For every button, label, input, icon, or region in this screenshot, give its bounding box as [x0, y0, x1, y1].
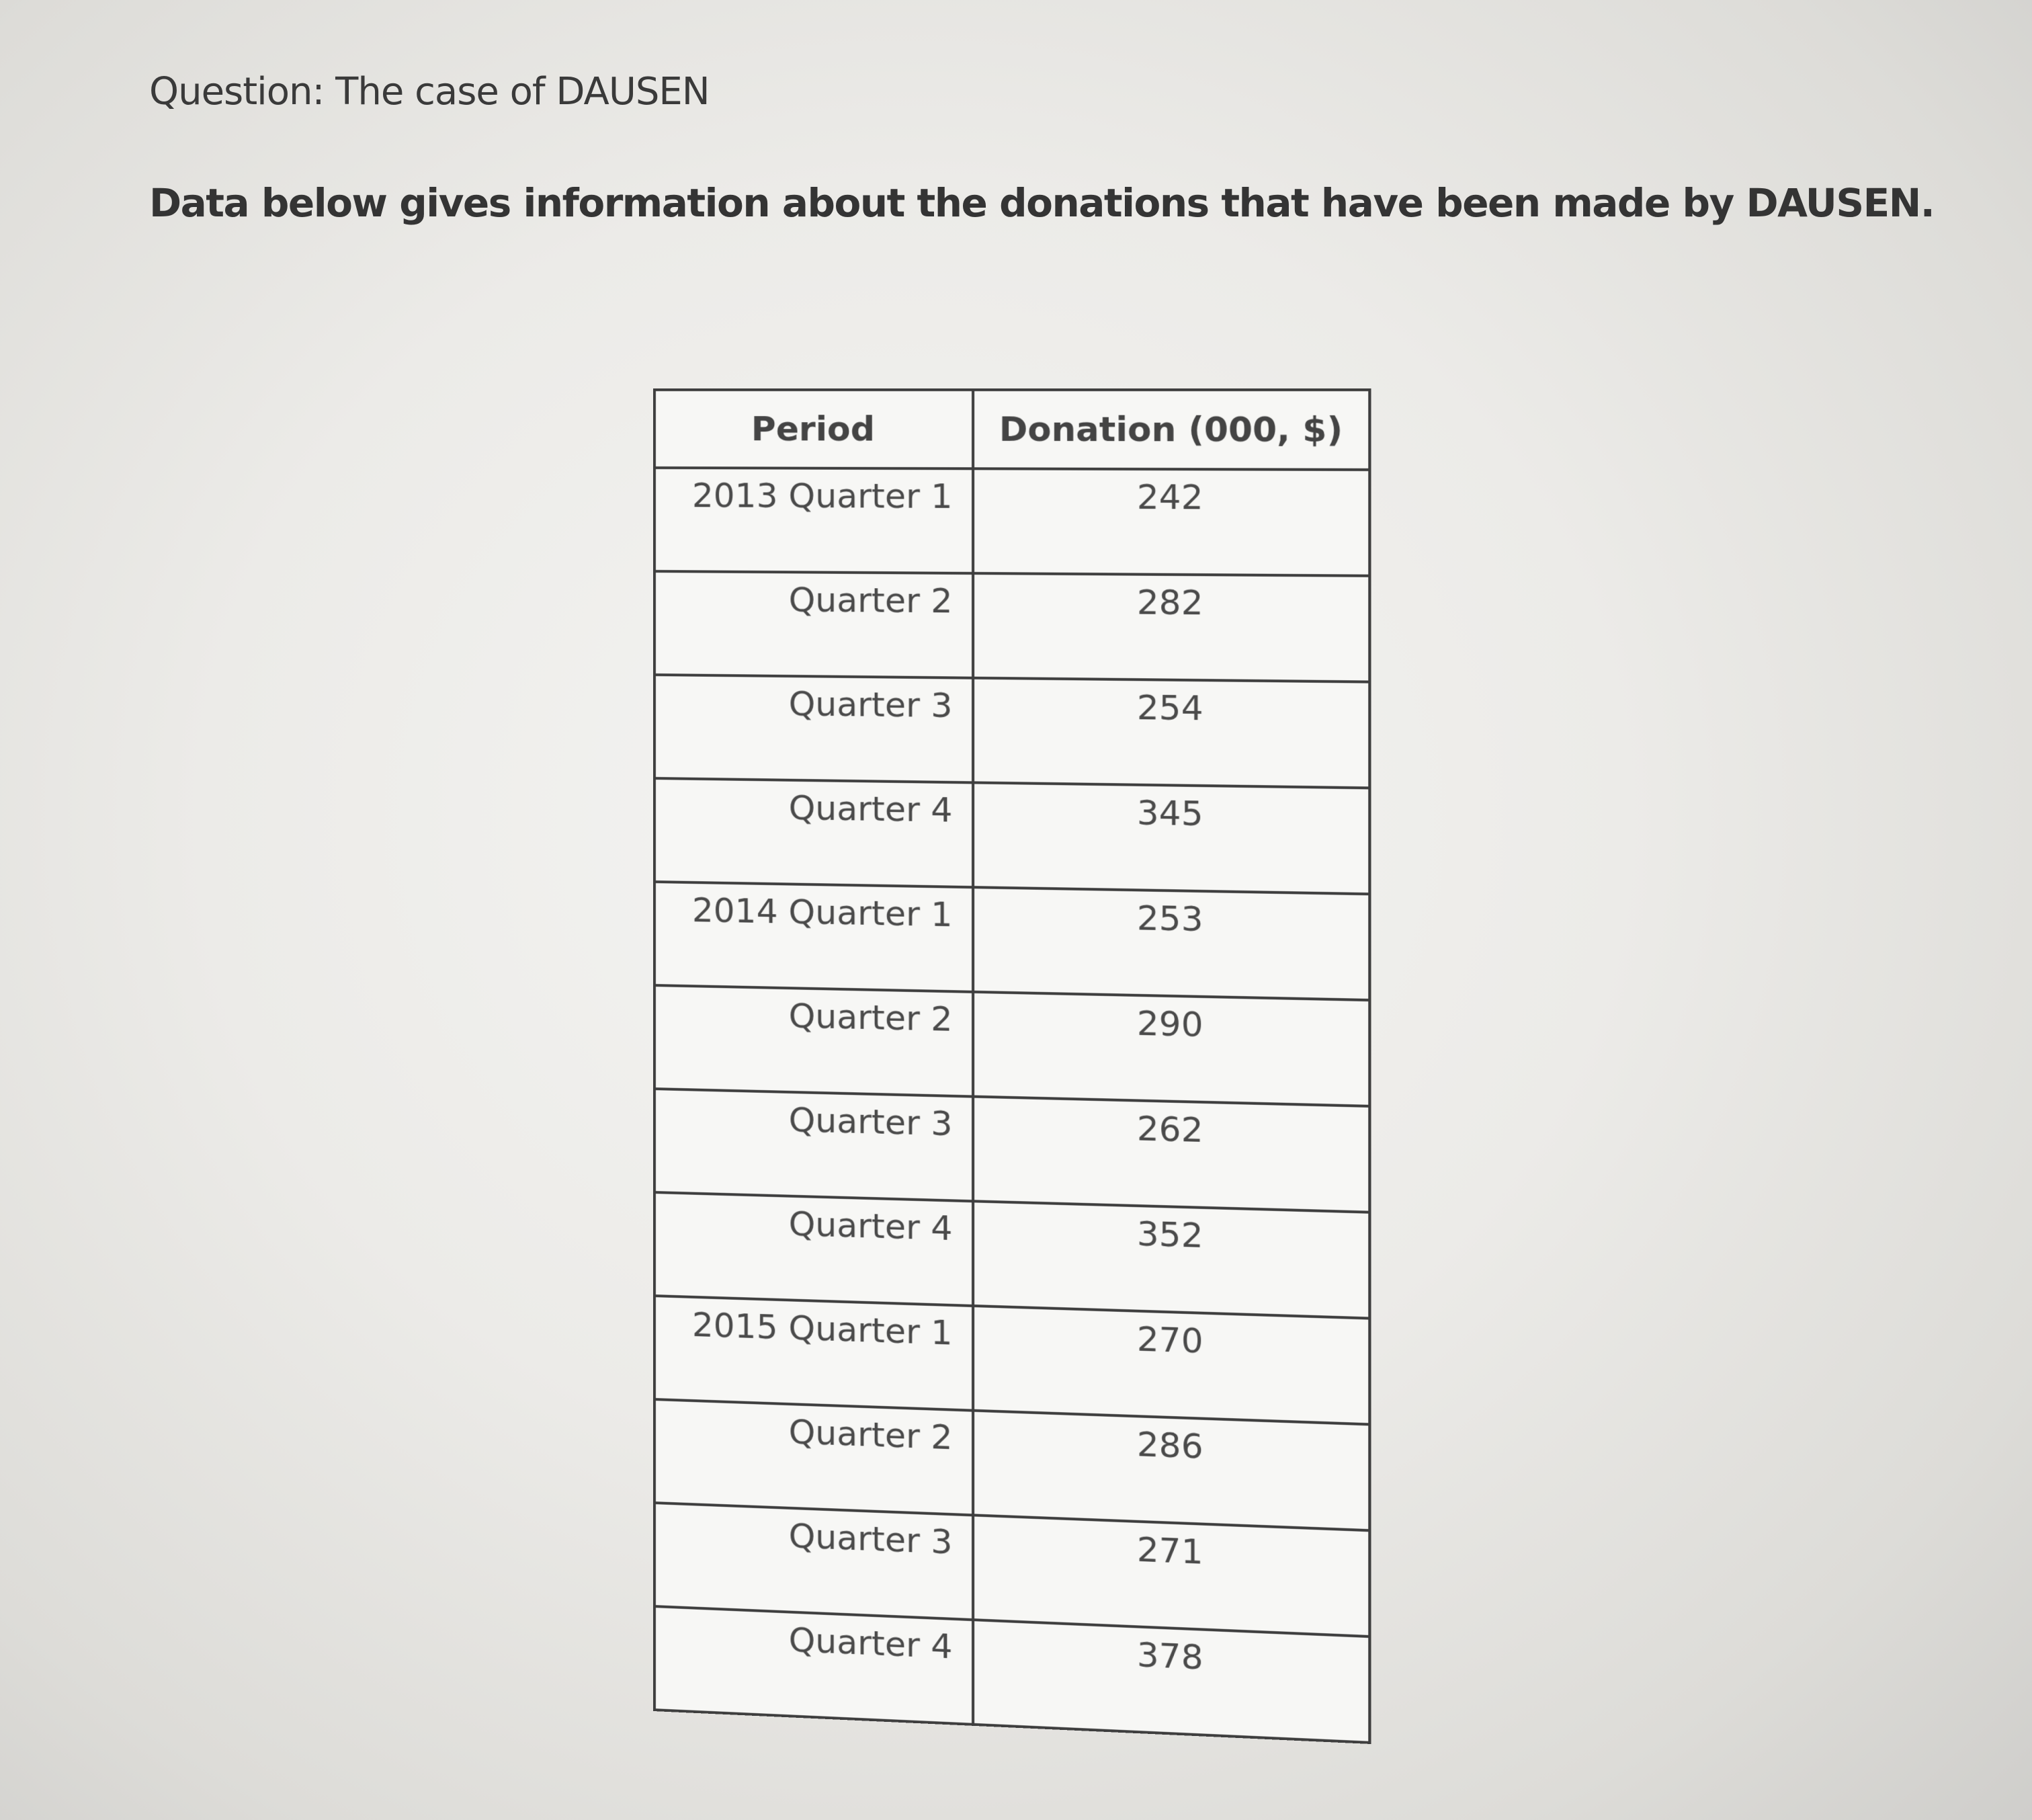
column-header-period: Period — [654, 390, 973, 468]
donation-cell: 242 — [973, 468, 1369, 575]
period-cell: Quarter 2 — [654, 571, 973, 678]
period-cell: 2013 Quarter 1 — [654, 468, 973, 573]
period-cell: Quarter 3 — [654, 675, 973, 782]
donation-cell: 262 — [973, 1097, 1369, 1212]
donations-table — [653, 388, 1371, 1744]
table-row — [654, 571, 1369, 682]
period-cell: Quarter 2 — [654, 1399, 973, 1515]
period-cell: 2015 Quarter 1 — [654, 1296, 973, 1411]
table-row — [654, 1089, 1369, 1212]
intro-text: Data below gives information about the donations that have been made by DAUSEN. — [149, 180, 1935, 226]
donation-cell: 345 — [973, 782, 1369, 894]
donation-cell: 290 — [973, 992, 1369, 1106]
table-row — [654, 882, 1369, 1000]
table-row — [654, 778, 1369, 894]
donation-cell: 352 — [973, 1201, 1369, 1318]
period-cell: Quarter 4 — [654, 1192, 973, 1306]
table-row — [654, 675, 1369, 788]
period-cell: Quarter 2 — [654, 985, 973, 1097]
period-cell: Quarter 4 — [654, 778, 973, 887]
period-cell: 2014 Quarter 1 — [654, 882, 973, 992]
donation-cell: 270 — [973, 1306, 1369, 1424]
period-cell: Quarter 3 — [654, 1503, 973, 1620]
period-cell: Quarter 3 — [654, 1089, 973, 1201]
donation-cell: 378 — [973, 1620, 1369, 1743]
question-title: Question: The case of DAUSEN — [149, 70, 710, 114]
donation-cell: 253 — [973, 887, 1369, 1000]
donation-cell: 282 — [973, 573, 1369, 682]
donation-cell: 254 — [973, 678, 1369, 788]
table-row — [654, 468, 1369, 576]
donation-cell: 271 — [973, 1515, 1369, 1637]
donation-cell: 286 — [973, 1411, 1369, 1531]
table-row — [654, 985, 1369, 1106]
column-header-donation: Donation (000, $) — [973, 390, 1369, 470]
period-cell: Quarter 4 — [654, 1606, 973, 1725]
table-header-row — [654, 390, 1369, 470]
